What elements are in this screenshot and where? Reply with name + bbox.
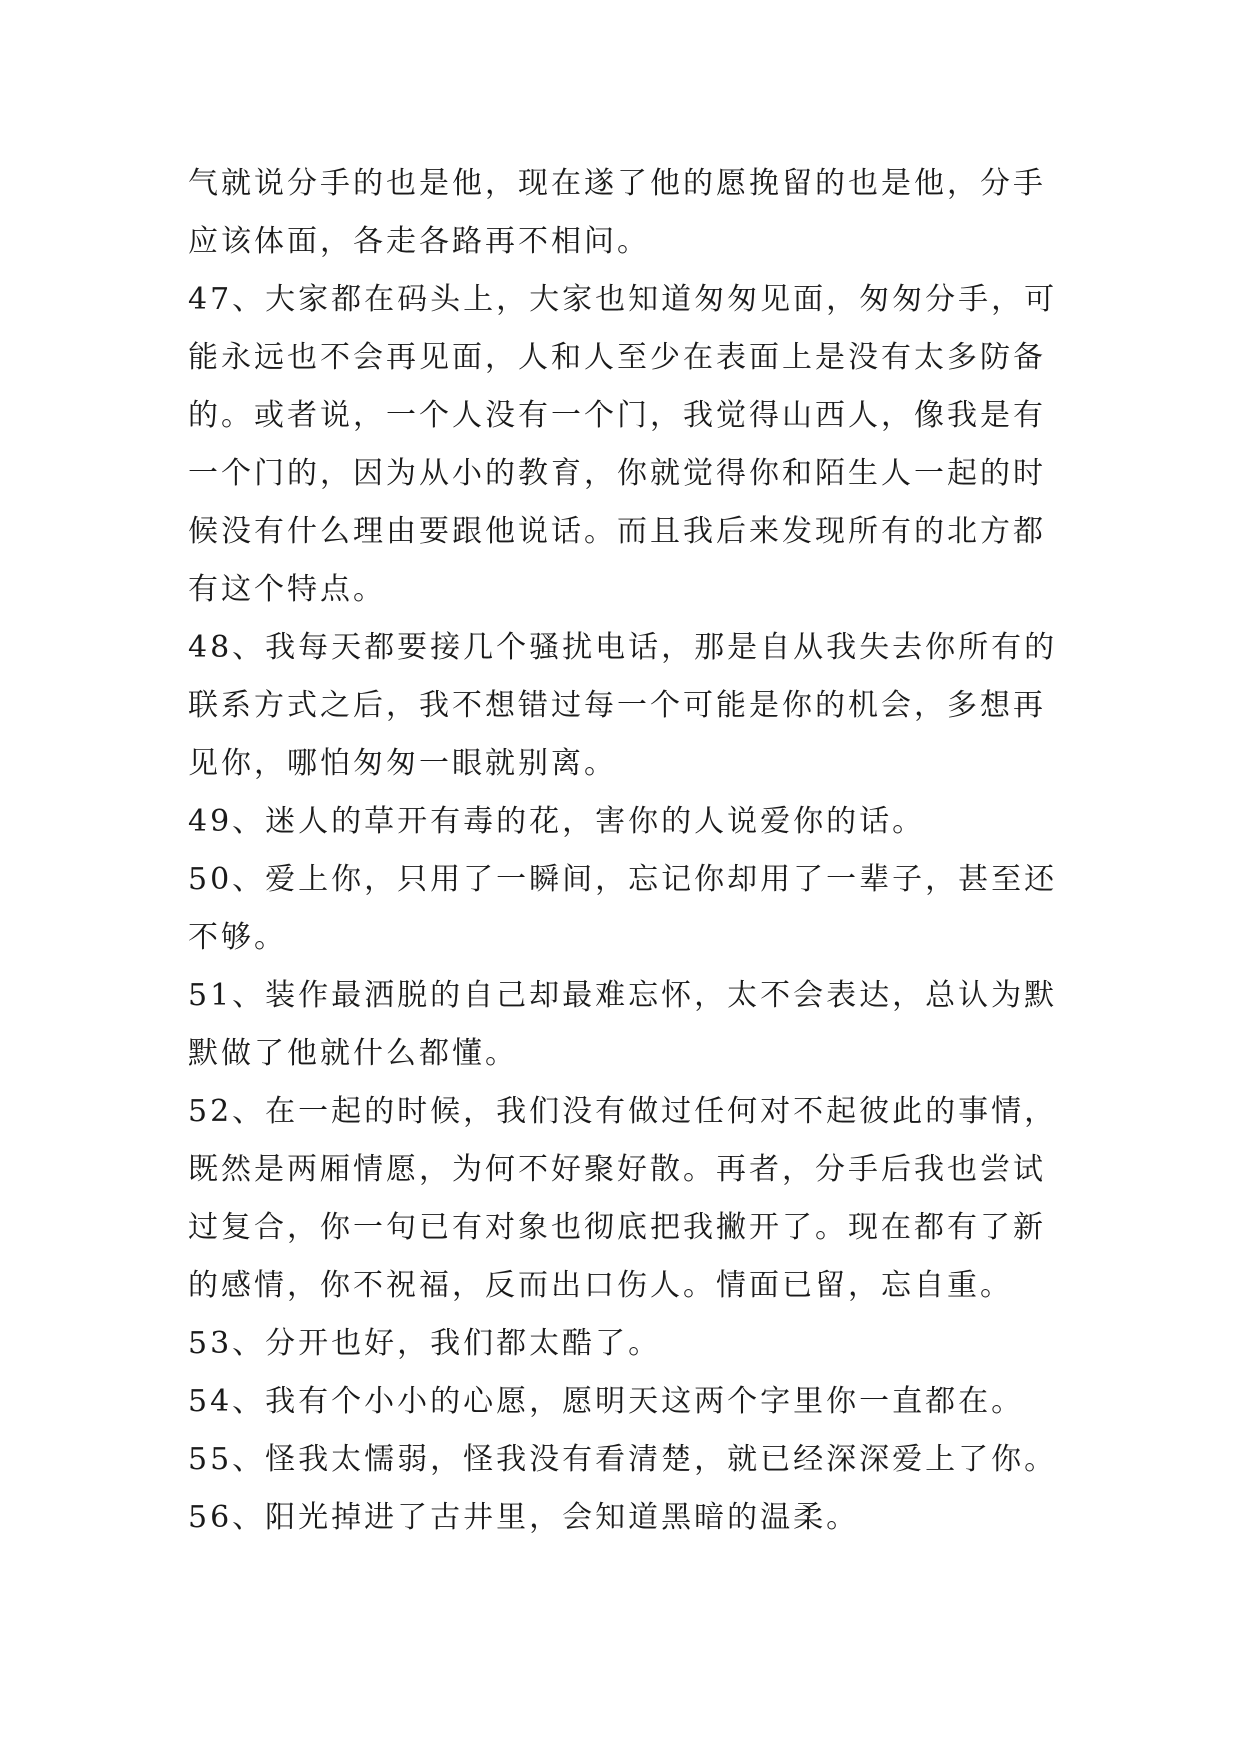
text-line: 过复合，你一句已有对象也彻底把我撇开了。现在都有了新 xyxy=(188,1210,1046,1245)
text-line: 的。或者说，一个人没有一个门，我觉得山西人，像我是有 xyxy=(188,398,1046,433)
text-line: 气就说分手的也是他，现在遂了他的愿挽留的也是他，分手 xyxy=(188,166,1046,201)
text-line: 有这个特点。 xyxy=(188,572,386,607)
text-line: 见你，哪怕匆匆一眼就别离。 xyxy=(188,746,617,781)
text-line: 既然是两厢情愿，为何不好聚好散。再者，分手后我也尝试 xyxy=(188,1152,1046,1187)
text-line: 52、在一起的时候，我们没有做过任何对不起彼此的事情， xyxy=(188,1094,1058,1129)
text-line: 50、爱上你，只用了一瞬间，忘记你却用了一辈子，甚至还 xyxy=(188,862,1058,897)
text-line: 49、迷人的草开有毒的花，害你的人说爱你的话。 xyxy=(188,804,926,839)
text-line: 的感情，你不祝福，反而出口伤人。情面已留，忘自重。 xyxy=(188,1268,1013,1303)
text-line: 一个门的，因为从小的教育，你就觉得你和陌生人一起的时 xyxy=(188,456,1046,491)
text-line: 55、怪我太懦弱，怪我没有看清楚，就已经深深爱上了你。 xyxy=(188,1442,1058,1477)
text-line: 联系方式之后，我不想错过每一个可能是你的机会，多想再 xyxy=(188,688,1046,723)
text-line: 能永远也不会再见面，人和人至少在表面上是没有太多防备 xyxy=(188,340,1046,375)
text-line: 51、装作最洒脱的自己却最难忘怀，太不会表达，总认为默 xyxy=(188,978,1058,1013)
document-body xyxy=(188,155,1068,1547)
text-line: 53、分开也好，我们都太酷了。 xyxy=(188,1326,662,1361)
text-line: 候没有什么理由要跟他说话。而且我后来发现所有的北方都 xyxy=(188,514,1046,549)
text-line: 48、我每天都要接几个骚扰电话，那是自从我失去你所有的 xyxy=(188,630,1058,665)
text-line: 不够。 xyxy=(188,920,287,955)
text-line: 应该体面，各走各路再不相问。 xyxy=(188,224,650,259)
text-line: 54、我有个小小的心愿，愿明天这两个字里你一直都在。 xyxy=(188,1384,1025,1419)
text-line: 47、大家都在码头上，大家也知道匆匆见面，匆匆分手，可 xyxy=(188,282,1058,317)
text-line: 56、阳光掉进了古井里，会知道黑暗的温柔。 xyxy=(188,1500,860,1535)
text-line: 默做了他就什么都懂。 xyxy=(188,1036,518,1071)
